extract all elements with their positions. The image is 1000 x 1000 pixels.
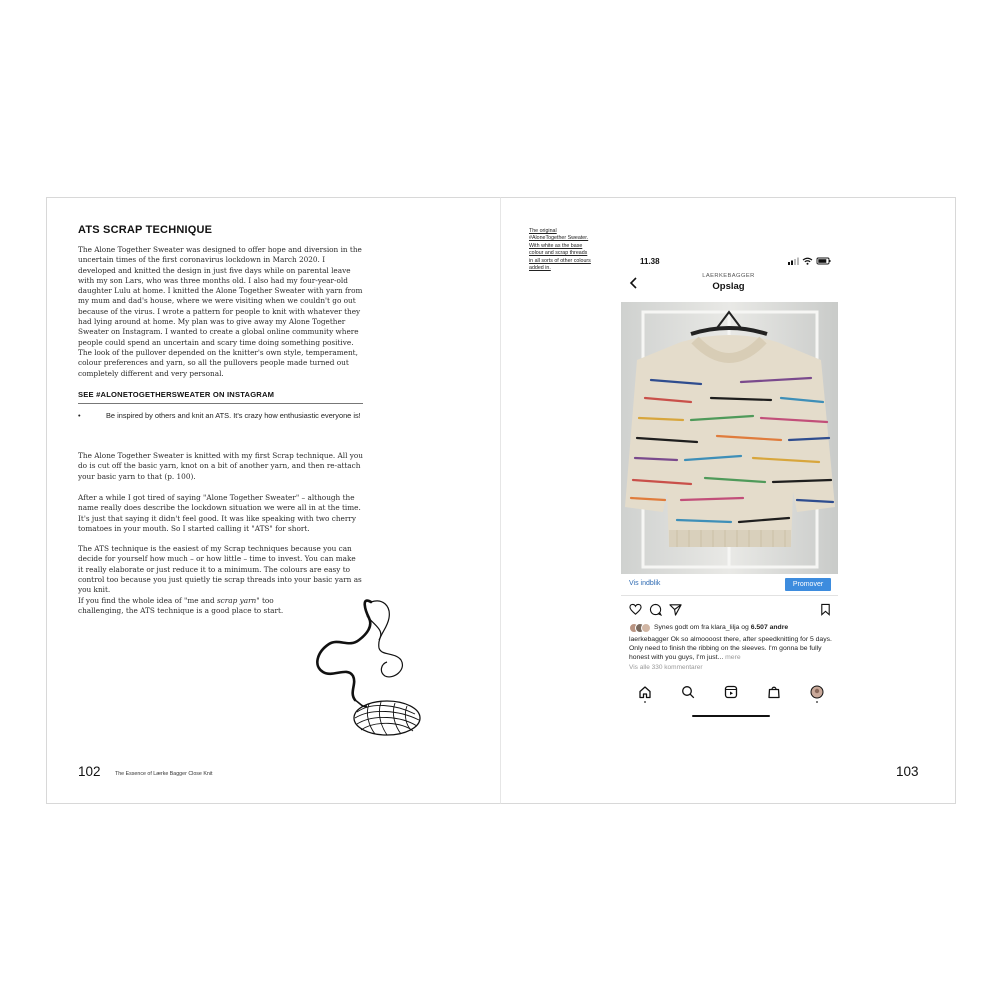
photo-caption-text: The original #AloneTogether Sweater. With white as the base colour and scrap threads in all sorts of other colours added in. [529, 228, 591, 272]
notification-dot [816, 701, 818, 703]
caption-more-link[interactable]: mere [725, 654, 741, 661]
instagram-subheading: SEE #ALONETOGETHERSWEATER ON INSTAGRAM [78, 390, 363, 404]
bullet-text: Be inspired by others and knit an ATS. It's crazy how enthusiastic everyone is! [106, 411, 361, 420]
paragraph-naming: After a while I got tired of saying "Alone Together Sweater" – although the name really does describe the lockdown situation we were all in at the time. It's just that saying it didn't feel good. It was like speaking with two cherry tomatoes in your mouth. So I started calling it "ATS" for short. [78, 493, 361, 533]
paragraph-start [78, 596, 303, 617]
caption-text: Ok so almoooost there, after speedknitting for 5 days. Only need to finish the ribbing on the sleeves. I'm gonna be fully honest with you guys, I'm just... [629, 636, 832, 661]
comments-link[interactable]: Vis alle 330 kommentarer [629, 664, 703, 671]
paragraph-start-a: If you find the whole idea of "me and [78, 596, 217, 605]
heart-icon[interactable] [629, 603, 642, 616]
sweater-photo[interactable] [621, 302, 838, 574]
bullet-marker: • [78, 411, 81, 420]
photo-caption [529, 228, 591, 272]
status-time: 11.38 [640, 257, 660, 266]
running-footer: The Essence of Lærke Bagger Close Knit [115, 771, 213, 777]
status-icons [788, 257, 840, 265]
liker-avatars [629, 623, 651, 631]
search-icon[interactable] [681, 685, 695, 699]
instagram-screenshot [612, 248, 845, 728]
paragraph-technique: The Alone Together Sweater is knitted with my first Scrap technique. All you do is cut off the basic yarn, knot on a bit of another yarn, and then re-attach your basic yarn to that (p. 100). [78, 451, 364, 481]
shop-icon[interactable] [767, 685, 781, 699]
share-icon[interactable] [669, 603, 682, 616]
page-number-left: 102 [78, 764, 101, 779]
wifi-icon [803, 258, 812, 265]
intro-paragraph: The Alone Together Sweater was designed to offer hope and diversion in the uncertain times of the first coronavirus lockdown in March 2020. I developed and knitted the design in just five days while on parental leave with my son Lars, who was three months old. I also had my four-year-old daughter Lulu at home. I knitted the Alone Together Sweater with yarn from my mum and dad's house, where we were visiting when we couldn't go out because of the virus. I wrote a pattern for people to knit with whatever they had lying around at home. My plan was to give away my Alone Together Sweater on Instagram. I wanted to create a global online community where people could spend an uncertain and scary time doing something positive. The look of the pullover depended on the knitter's own style, temperament, colour preferences and yarn, so all the pullovers people made turned out completely different and very personal. [78, 245, 363, 378]
active-tab-dot [644, 701, 646, 703]
left-page [46, 197, 501, 804]
section-heading: ATS SCRAP TECHNIQUE [78, 224, 213, 236]
bookmark-icon[interactable] [819, 603, 832, 616]
home-indicator [692, 715, 770, 717]
caption-user[interactable]: laerkebagger [629, 636, 669, 643]
paragraph-start-b: " too challenging, the ATS technique is a good place to start. [78, 596, 284, 616]
page-number-right: 103 [896, 764, 919, 779]
paragraph-start-em: scrap yarn [216, 596, 257, 605]
paragraph-easiest: The ATS technique is the easiest of my Scrap techniques because you can decide for yourself how much – or how little – time to invest. You can make it really elaborate or just reduce it to a minimum. The colours are easy to control too because you just quietly tie scrap threads into your basic yarn as you knit. [78, 544, 362, 595]
battery-icon [817, 258, 831, 264]
profile-icon[interactable] [810, 685, 824, 699]
account-name: LAERKEBAGGER [702, 273, 755, 279]
yarn-illustration [309, 596, 429, 740]
promote-button[interactable]: Promover [785, 578, 831, 591]
likes-text: Synes godt om fra klara_lilja og [654, 623, 751, 631]
comment-icon[interactable] [649, 603, 662, 616]
insights-link[interactable]: Vis indblik [629, 580, 661, 587]
screen-title: Opslag [712, 281, 745, 292]
post-caption [629, 635, 837, 662]
divider [621, 595, 838, 596]
likes-count[interactable]: 6.507 andre [750, 623, 789, 631]
signal-icon [788, 258, 799, 266]
likes-row [629, 623, 839, 631]
right-page [500, 197, 956, 804]
home-icon[interactable] [638, 685, 652, 699]
reels-icon[interactable] [724, 685, 738, 699]
